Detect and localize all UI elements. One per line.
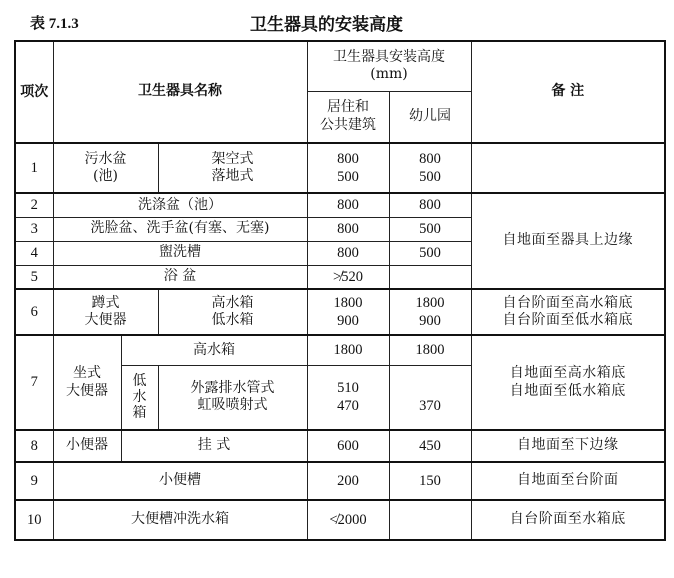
fixture-name: 洗脸盆、洗手盆(有塞、无塞) [53, 217, 307, 241]
kindergarten-height: 800 [389, 193, 471, 217]
table-caption [0, 8, 674, 36]
table-row [15, 335, 665, 365]
header-item-no: 项次 [15, 41, 53, 143]
fixture-name: 小便槽 [53, 462, 307, 500]
row-number: 5 [15, 265, 53, 289]
kindergarten-height: 1800 900 [389, 289, 471, 335]
fixture-name: 蹲式 大便器 [53, 289, 158, 335]
fixture-name: 坐式 大便器 [53, 335, 121, 430]
table-row [15, 430, 665, 462]
kindergarten-height: 450 [389, 430, 471, 462]
fixture-name: 小便器 [53, 430, 121, 462]
header-kindergarten: 幼儿园 [389, 91, 471, 143]
row-number: 4 [15, 241, 53, 265]
residential-height: 800 [307, 193, 389, 217]
kindergarten-height: 800 500 [389, 143, 471, 193]
fixture-name: 污水盆 (池) [53, 143, 158, 193]
header-fixture-name: 卫生器具名称 [53, 41, 307, 143]
fixture-type: 架空式 落地式 [158, 143, 307, 193]
installation-height-table [14, 40, 666, 541]
fixture-type-low-tank: 外露排水管式 虹吸喷射式 [158, 365, 307, 430]
fixture-name: 浴 盆 [53, 265, 307, 289]
row-number: 6 [15, 289, 53, 335]
residential-height: 1800 [307, 335, 389, 365]
remark: 自地面至台阶面 [471, 462, 665, 500]
remark [471, 143, 665, 193]
header-residential: 居住和 公共建筑 [307, 91, 389, 143]
table-row [15, 289, 665, 335]
kindergarten-height: 1800 [389, 335, 471, 365]
row-number: 3 [15, 217, 53, 241]
kindergarten-height: 500 [389, 241, 471, 265]
low-tank-label: 低 水 箱 [121, 365, 158, 430]
fixture-name: 大便槽冲洗水箱 [53, 500, 307, 540]
fixture-type: 高水箱 低水箱 [158, 289, 307, 335]
residential-height: 800 500 [307, 143, 389, 193]
row-number: 2 [15, 193, 53, 217]
kindergarten-height [389, 265, 471, 289]
table-row [15, 462, 665, 500]
table-row [15, 143, 665, 193]
remark: 自地面至下边缘 [471, 430, 665, 462]
row-number: 7 [15, 335, 53, 430]
fixture-type-high-tank: 高水箱 [121, 335, 307, 365]
residential-height: 600 [307, 430, 389, 462]
residential-height: ≮2000 [307, 500, 389, 540]
kindergarten-height: 150 [389, 462, 471, 500]
remark: 自台阶面至高水箱底 自台阶面至低水箱底 [471, 289, 665, 335]
kindergarten-height: 500 [389, 217, 471, 241]
table-row [15, 500, 665, 540]
remark: 自台阶面至水箱底 [471, 500, 665, 540]
table-row [15, 193, 665, 217]
row-number: 8 [15, 430, 53, 462]
kindergarten-height [389, 500, 471, 540]
residential-height: 800 [307, 241, 389, 265]
row-number: 10 [15, 500, 53, 540]
residential-height: 1800 900 [307, 289, 389, 335]
table-title: 卫生器具的安装高度 [250, 15, 403, 35]
header-row-1 [15, 41, 665, 91]
residential-height: 200 [307, 462, 389, 500]
table-number: 表 7.1.3 [30, 16, 79, 32]
residential-height: 800 [307, 217, 389, 241]
row-number: 1 [15, 143, 53, 193]
kindergarten-height: 370 [389, 365, 471, 430]
header-remarks: 备 注 [471, 41, 665, 143]
fixture-name: 盥洗槽 [53, 241, 307, 265]
header-install-height: 卫生器具安装高度 (mm) [307, 41, 471, 91]
remark-shared: 自地面至器具上边缘 [471, 193, 665, 289]
row-number: 9 [15, 462, 53, 500]
fixture-type: 挂 式 [121, 430, 307, 462]
residential-height: ≯520 [307, 265, 389, 289]
remark: 自地面至高水箱底 自地面至低水箱底 [471, 335, 665, 430]
residential-height: 510 470 [307, 365, 389, 430]
fixture-name: 洗涤盆（池） [53, 193, 307, 217]
